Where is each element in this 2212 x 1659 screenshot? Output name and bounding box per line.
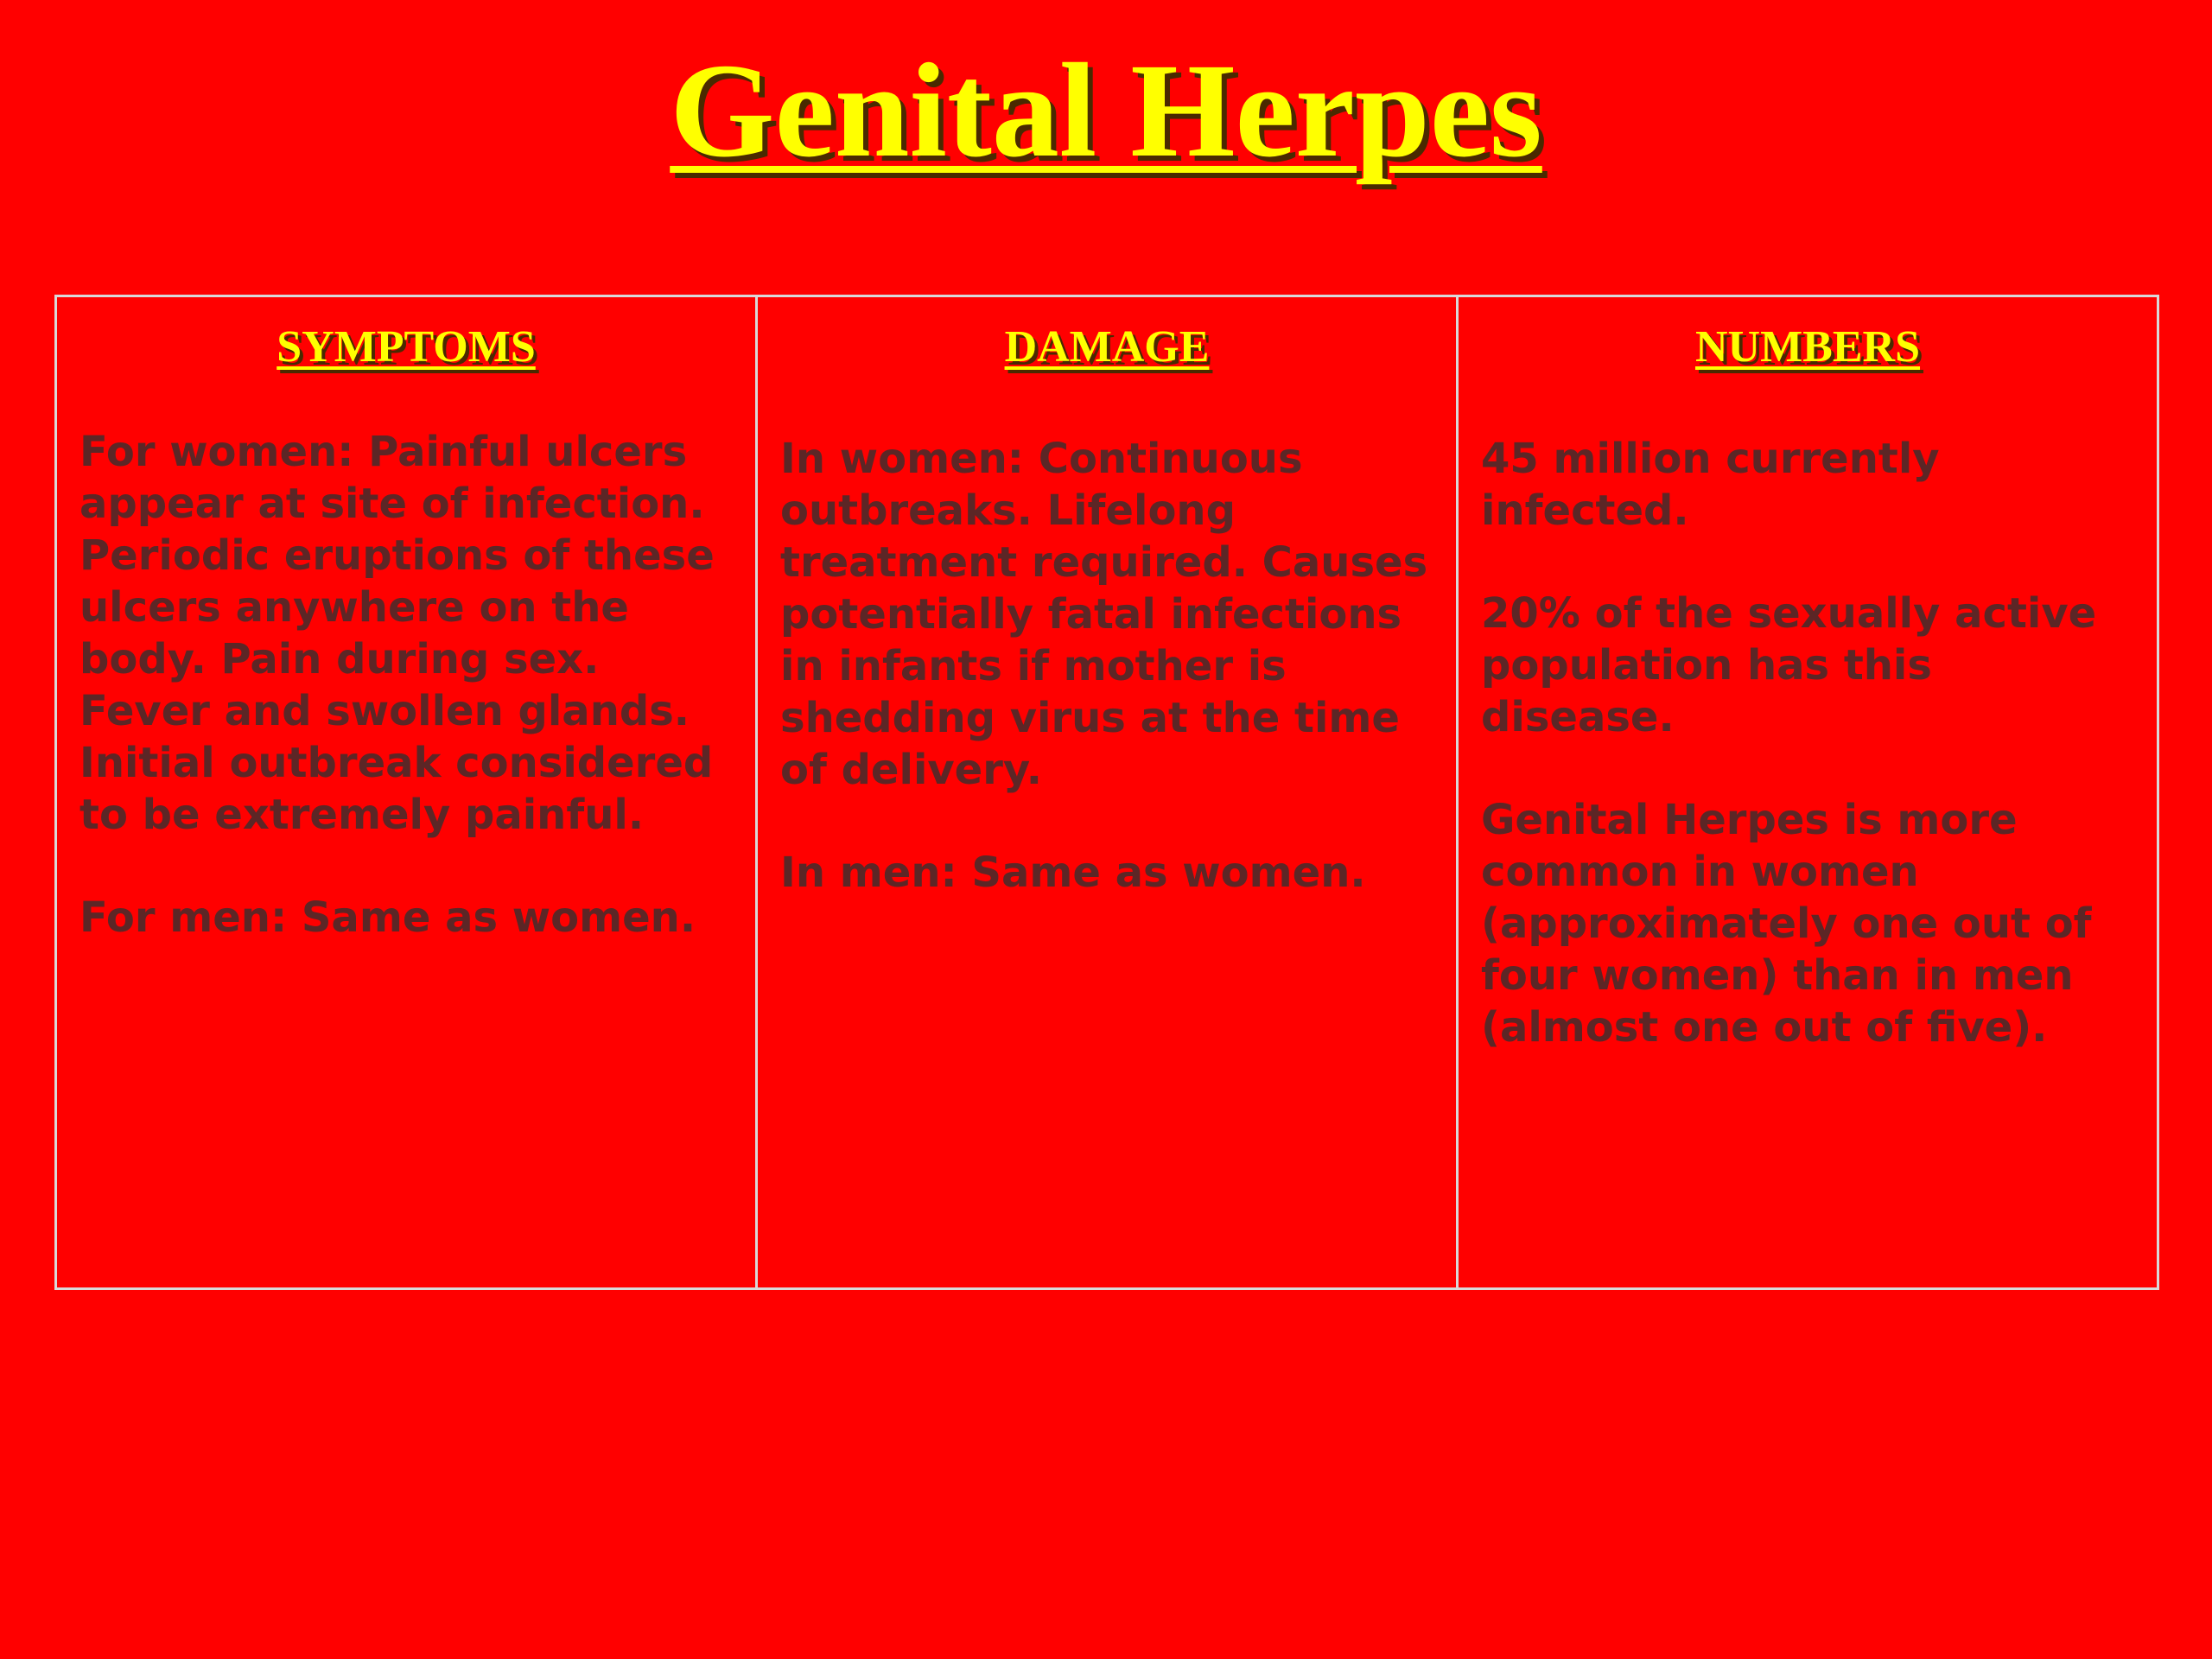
numbers-infected-text: 45 million currently infected. xyxy=(1481,435,1940,535)
table-row xyxy=(56,296,2158,1289)
symptoms-heading: SYMPTOMS xyxy=(276,322,536,372)
symptoms-women-text: For women: Painful ulcers appear at site of infection. Periodic eruptions of these ulcers anywhere on the body. Pain during sex. Fever and swollen glands. Initial outbreak considered to be extremely painful. xyxy=(79,428,715,839)
damage-heading: DAMAGE xyxy=(1004,322,1210,372)
damage-men-text: In men: Same as women. xyxy=(780,849,1366,897)
numbers-cell xyxy=(1458,296,2158,1289)
slide-title: Genital Herpes xyxy=(670,35,1542,185)
numbers-heading: NUMBERS xyxy=(1694,322,1921,372)
numbers-percent-text: 20% of the sexually active population has this disease. xyxy=(1481,589,2097,741)
damage-women-text: In women: Continuous outbreaks. Lifelong treatment required. Causes potentially fatal infections in infants if mother is shedding virus at the time of delivery. xyxy=(780,435,1428,794)
symptoms-cell xyxy=(56,296,757,1289)
info-table xyxy=(54,295,2159,1290)
symptoms-men-text: For men: Same as women. xyxy=(79,893,696,942)
damage-cell xyxy=(757,296,1458,1289)
numbers-comparison-text: Genital Herpes is more common in women (approximately one out of four women) than in men (almost one out of five). xyxy=(1481,796,2092,1052)
